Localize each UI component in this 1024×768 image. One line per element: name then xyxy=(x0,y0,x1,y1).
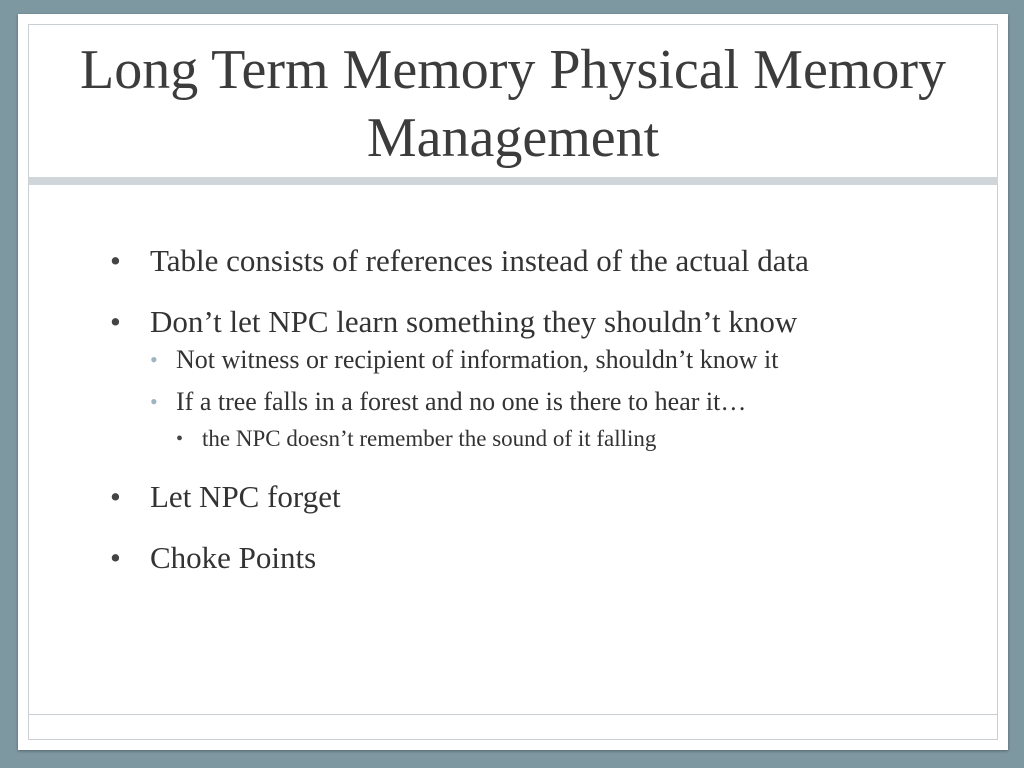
bullet-icon: • xyxy=(110,479,121,514)
sub-bullet-icon: • xyxy=(150,347,158,372)
list-item xyxy=(110,303,910,454)
sub-bullet-text: Not witness or recipient of information, shouldn’t know it xyxy=(176,345,779,374)
bullet-list xyxy=(110,242,910,576)
bullet-text: Choke Points xyxy=(150,540,317,575)
bullet-icon: • xyxy=(110,540,121,575)
sub-list-item xyxy=(150,344,910,376)
sub-sub-bullet-icon: • xyxy=(176,428,184,450)
sub-sub-list-item xyxy=(176,424,910,454)
bullet-text: Let NPC forget xyxy=(150,479,341,514)
sub-bullet-icon: • xyxy=(150,389,158,414)
list-item xyxy=(110,539,910,576)
slide-title: Long Term Memory Physical Memory Management xyxy=(79,39,947,169)
sub-list-item xyxy=(150,386,910,454)
sub-bullet-text: If a tree falls in a forest and no one is there to hear it… xyxy=(176,387,747,416)
title-divider xyxy=(28,177,998,185)
sub-bullet-list xyxy=(150,344,910,454)
sub-sub-bullet-text: the NPC doesn’t remember the sound of it falling xyxy=(202,426,657,451)
bullet-text: Table consists of references instead of the actual data xyxy=(150,243,809,278)
list-item xyxy=(110,242,910,279)
sub-sub-bullet-list xyxy=(176,424,910,454)
list-item xyxy=(110,478,910,515)
footer-divider xyxy=(28,714,998,715)
bullet-icon: • xyxy=(110,243,121,278)
bullet-icon: • xyxy=(110,304,121,339)
slide-body xyxy=(110,242,910,600)
bullet-text: Don’t let NPC learn something they shouldn’t know xyxy=(150,304,798,339)
slide xyxy=(18,14,1008,750)
